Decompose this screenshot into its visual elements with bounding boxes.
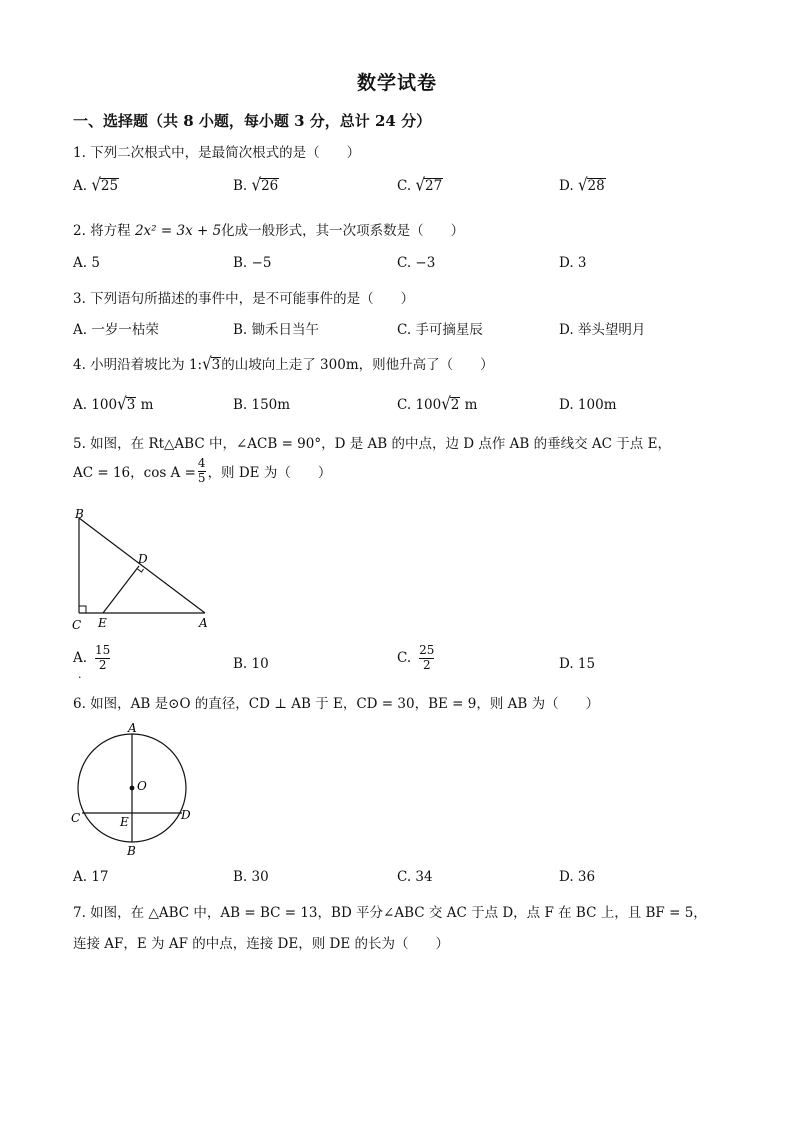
q3-option-a[interactable]: A. 一岁一枯荣 <box>73 322 159 338</box>
q4-option-c-label: C. <box>397 397 412 413</box>
q1-option-d[interactable] <box>559 176 606 194</box>
radical-sign-icon: √ <box>117 393 127 415</box>
q2-text <box>73 219 464 239</box>
label-o: O <box>137 779 147 793</box>
q4-option-c-coef: 100 <box>415 397 442 413</box>
q1-option-c-label: C. <box>397 178 412 194</box>
q7-line2: 连接 AF，E 为 AF 的中点，连接 DE，则 DE 的长为（ ） <box>73 936 449 952</box>
q5-line2-post: ，则 DE 为（ ） <box>207 465 332 482</box>
q4-option-a-coef: 100 <box>91 397 118 413</box>
q6-circle-figure <box>66 718 206 860</box>
q2-option-a[interactable]: A. 5 <box>73 255 100 271</box>
q2-equation: 2x² = 3x + 5 <box>134 223 222 239</box>
q6-option-b[interactable]: B. 30 <box>233 869 269 885</box>
right-angle-mark-c <box>79 606 86 613</box>
q5-option-c-label: C. <box>397 650 412 667</box>
q2-prefix: 2. 将方程 <box>73 223 135 239</box>
q5-option-b[interactable]: B. 10 <box>233 656 269 672</box>
q4-option-d[interactable]: D. 100m <box>559 397 617 413</box>
q5-option-a-fraction <box>95 644 110 673</box>
q5-line2 <box>73 457 331 486</box>
label-d: D <box>138 552 148 566</box>
label-c: C <box>71 811 81 825</box>
segment-de <box>103 566 139 613</box>
q1-option-a[interactable] <box>73 176 119 194</box>
q3-option-c[interactable]: C. 手可摘星辰 <box>397 322 483 338</box>
q1-option-b-radicand: 26 <box>261 178 279 194</box>
q4-option-a-radicand: 3 <box>126 397 136 413</box>
q4-text <box>73 353 494 373</box>
q1-option-c[interactable] <box>397 176 443 194</box>
label-d: D <box>181 808 191 822</box>
q5-option-d[interactable]: D. 15 <box>559 656 596 672</box>
center-point <box>130 786 135 791</box>
radical-sign-icon: √ <box>577 174 588 196</box>
label-e: E <box>98 616 107 630</box>
q1-option-a-label: A. <box>73 178 88 194</box>
q5-option-c-num: 25 <box>419 643 435 657</box>
q3-option-b[interactable]: B. 锄禾日当午 <box>233 322 320 338</box>
q4-radicand: 3 <box>211 357 221 373</box>
label-e: E <box>120 815 129 829</box>
q4-option-a-unit: m <box>140 397 154 413</box>
q6-text: 6. 如图，AB 是⊙O 的直径，CD ⊥ AB 于 E，CD = 30，BE = 9，则 AB 为（ ） <box>73 696 600 712</box>
q1-option-d-radicand: 28 <box>587 178 605 194</box>
q5-option-c-den: 2 <box>422 657 431 672</box>
q2-suffix: 化成一般形式，其一次项系数是（ ） <box>221 223 465 239</box>
q5-cos-fraction <box>198 457 206 486</box>
q3-text: 3. 下列语句所描述的事件中，是不可能事件的是（ ） <box>73 291 415 307</box>
q6-option-d[interactable]: D. 36 <box>559 869 596 885</box>
q5-option-c[interactable] <box>397 644 436 673</box>
q4-option-a[interactable] <box>73 395 153 413</box>
radical-sign-icon: √ <box>251 174 262 196</box>
q3-option-d[interactable]: D. 举头望明月 <box>559 322 646 338</box>
stray-dot: . <box>78 668 82 681</box>
q1-option-c-radicand: 27 <box>425 178 443 194</box>
q5-line1: 5. 如图，在 Rt△ABC 中，∠ACB = 90°，D 是 AB 的中点，边 D 点作 AB 的垂线交 AC 于点 E， <box>73 436 671 452</box>
q5-frac-denominator: 5 <box>197 470 206 485</box>
label-b: B <box>127 844 136 858</box>
radical-sign-icon: √ <box>441 393 451 415</box>
label-a: A <box>199 616 208 630</box>
page-title: 数学试卷 <box>356 72 437 94</box>
q2-option-d[interactable]: D. 3 <box>559 255 587 271</box>
q1-text: 1. 下列二次根式中，是最简次根式的是（ ） <box>73 145 361 161</box>
q7-line1: 7. 如图，在 △ABC 中，AB = BC = 13，BD 平分∠ABC 交 AC 于点 D，点 F 在 BC 上，且 BF = 5， <box>73 905 707 921</box>
q1-option-b[interactable] <box>233 176 279 194</box>
q6-option-c[interactable]: C. 34 <box>397 869 433 885</box>
q2-option-b[interactable]: B. −5 <box>233 255 272 271</box>
q4-option-a-label: A. <box>73 397 88 413</box>
q5-option-a-num: 15 <box>95 643 111 657</box>
q5-option-c-fraction <box>419 644 434 673</box>
q5-option-a-label: A. <box>73 650 88 667</box>
q1-option-b-label: B. <box>233 178 248 194</box>
radical-sign-icon: √ <box>415 174 425 196</box>
q5-option-a-den: 2 <box>98 657 107 672</box>
q2-option-c[interactable]: C. −3 <box>397 255 436 271</box>
label-b: B <box>75 507 84 521</box>
label-a: A <box>128 721 137 735</box>
radical-sign-icon: √ <box>91 174 101 196</box>
q4-option-c-radicand: 2 <box>450 397 460 413</box>
q5-triangle-figure <box>66 505 216 635</box>
q5-line2-pre: AC = 16，cos A = <box>73 465 196 482</box>
q6-option-a[interactable]: A. 17 <box>73 869 109 885</box>
label-c: C <box>72 618 82 632</box>
right-angle-mark-d <box>138 569 144 572</box>
q1-option-d-label: D. <box>559 178 574 194</box>
q4-option-c[interactable] <box>397 395 477 413</box>
section-heading: 一、选择题（共 8 小题，每小题 3 分，总计 24 分） <box>73 112 432 130</box>
q5-frac-numerator: 4 <box>197 456 206 470</box>
q1-option-a-radicand: 25 <box>100 178 119 194</box>
q4-suffix: 的山坡向上走了 300m，则他升高了（ ） <box>221 357 494 373</box>
q4-option-b[interactable]: B. 150m <box>233 397 291 413</box>
q4-prefix: 4. 小明沿着坡比为 1: <box>73 357 203 373</box>
radical-sign-icon: √ <box>202 353 212 375</box>
q4-option-c-unit: m <box>464 397 478 413</box>
